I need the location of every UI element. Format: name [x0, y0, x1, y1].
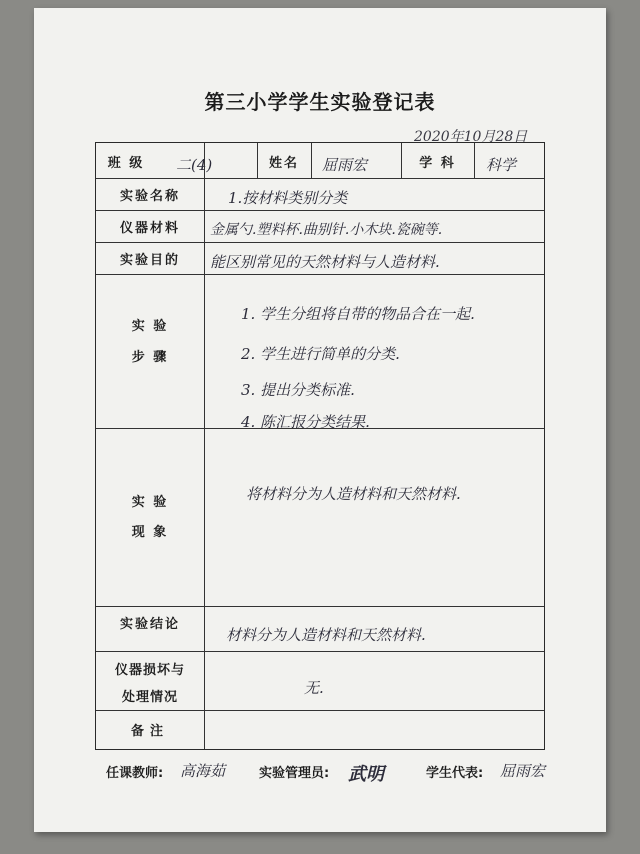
col-divider [311, 143, 312, 178]
damage-value: 无. [304, 679, 324, 697]
row-divider [96, 178, 544, 179]
form-table [95, 142, 545, 750]
step-item: 1. 学生分组将自带的物品合在一起. [241, 305, 475, 323]
purpose-label: 实验目的 [119, 253, 180, 268]
subject-value: 科学 [486, 156, 517, 174]
step-item: 3. 提出分类标准. [241, 381, 355, 399]
form-date: 2020年10月28日 [414, 129, 528, 145]
damage-label-line2: 处理情况 [121, 690, 178, 705]
step-item: 2. 学生进行简单的分类. [241, 345, 400, 363]
experiment-name-label: 实验名称 [119, 189, 180, 204]
instruments-label: 仪器材料 [119, 221, 180, 236]
row-divider [96, 242, 544, 243]
remarks-label: 备注 [130, 724, 169, 739]
conclusion-value: 材料分为人造材料和天然材料. [226, 626, 426, 644]
experiment-name-value: 1.按材料类别分类 [228, 189, 348, 207]
teacher-signature: 高海茹 [180, 762, 226, 780]
col-divider [474, 143, 475, 178]
subject-label: 学 科 [419, 156, 456, 171]
step-item: 4. 陈汇报分类结果. [241, 413, 370, 431]
label-column-divider [204, 143, 205, 749]
purpose-value: 能区别常见的天然材料与人造材料. [210, 253, 440, 271]
row-divider [96, 710, 544, 711]
steps-label-line2: 步 骤 [131, 350, 169, 365]
row-divider [96, 606, 544, 607]
form-title: 第三小学学生实验登记表 [204, 90, 436, 114]
row-divider [96, 274, 544, 275]
phenomenon-label-line1: 实 验 [131, 495, 169, 510]
class-value: 二(4) [176, 156, 213, 174]
admin-signature: 武明 [348, 764, 384, 785]
instruments-value: 金属勺.塑料杯.曲别针.小木块.瓷碗等. [210, 222, 443, 238]
damage-label-line1: 仪器损坏与 [114, 663, 185, 678]
name-label: 姓名 [268, 156, 299, 171]
row-divider [96, 210, 544, 211]
name-value: 屈雨宏 [322, 156, 368, 174]
phenomenon-value: 将材料分为人造材料和天然材料. [246, 485, 461, 503]
phenomenon-label-line2: 现 象 [131, 525, 169, 540]
steps-label-line1: 实 验 [131, 319, 169, 334]
conclusion-label: 实验结论 [119, 617, 180, 632]
student-label: 学生代表: [426, 766, 484, 781]
class-label: 班 级 [107, 156, 145, 171]
row-divider [96, 651, 544, 652]
admin-label: 实验管理员: [259, 766, 330, 781]
teacher-label: 任课教师: [106, 766, 164, 781]
student-signature: 屈雨宏 [500, 762, 546, 780]
